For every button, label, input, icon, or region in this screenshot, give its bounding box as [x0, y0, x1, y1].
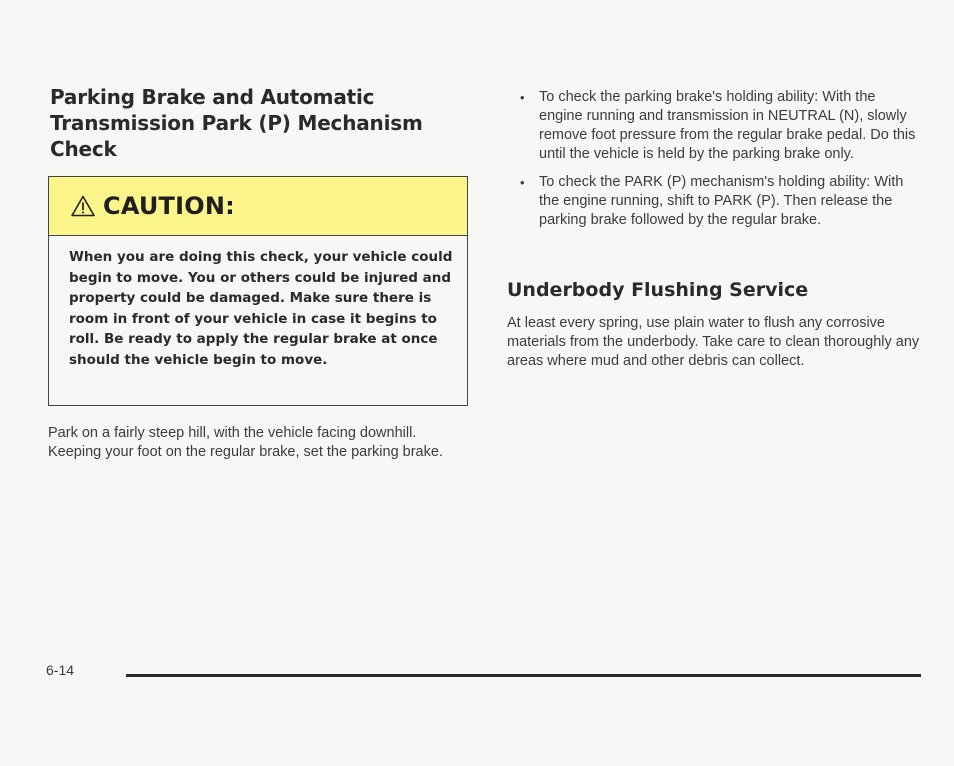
caution-header [49, 177, 467, 236]
caution-title: CAUTION: [103, 192, 235, 220]
warning-triangle-icon [71, 195, 95, 217]
underbody-title: Underbody Flushing Service [507, 279, 809, 301]
underbody-paragraph: At least every spring, use plain water to flush any corrosive materials from the underbody. Take care to clean thoroughly any areas where mud and other debris can collect. [507, 315, 920, 369]
page-number: 6-14 [46, 662, 75, 678]
footer-rule [126, 674, 921, 677]
list-item [508, 88, 923, 164]
caution-box [48, 176, 468, 406]
bullet-marker: • [520, 90, 525, 105]
left-paragraph: Park on a fairly steep hill, with the vehicle facing downhill. Keeping your foot on the regular brake, set the parking brake. [48, 425, 443, 460]
list-item-text: To check the PARK (P) mechanism's holding ability: With the engine running, shift to PARK (P). Then release the parking brake followed by the regular brake. [539, 174, 904, 228]
section-title: Parking Brake and Automatic Transmission Park (P) Mechanism Check [50, 85, 423, 161]
caution-text: When you are doing this check, your vehicle could begin to move. You or others could be injured and property could be damaged. Make sure there is room in front of your vehicle in case it begins to roll. Be ready to apply the regular brake at once should the vehicle begin to move. [69, 249, 453, 368]
check-bullet-list [508, 88, 923, 239]
bullet-marker: • [520, 175, 525, 190]
list-item [508, 173, 923, 230]
list-item-text: To check the parking brake's holding ability: With the engine running and transmission in NEUTRAL (N), slowly remove foot pressure from the regular brake pedal. Do this until the vehicle is held by the parking brake only. [539, 89, 916, 162]
